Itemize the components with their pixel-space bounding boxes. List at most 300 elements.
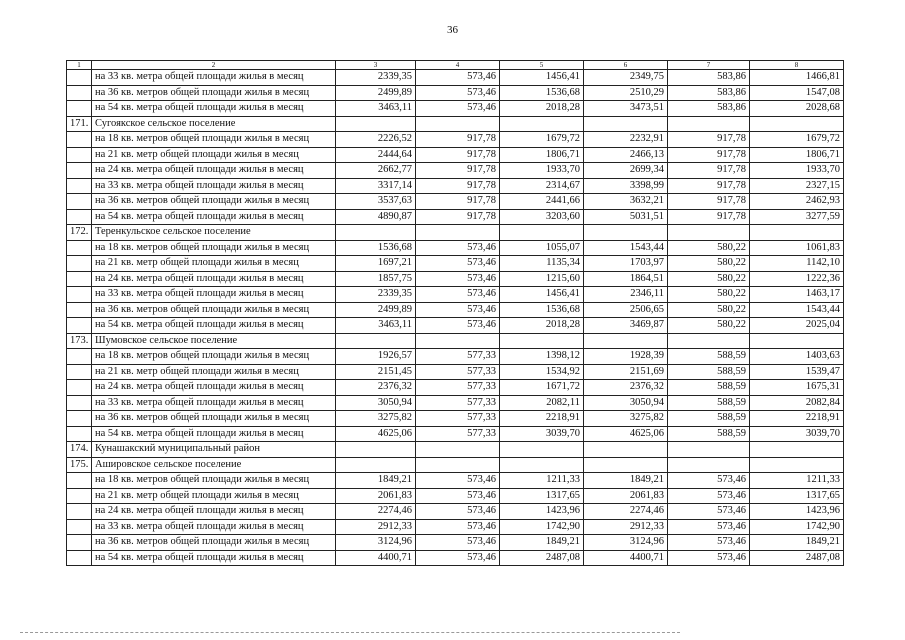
table-row [67,302,844,318]
table-row [67,318,844,334]
empty-cell [668,457,750,473]
value-cell-col3: 2912,33 [336,519,416,535]
value-cell-col7: 917,78 [668,163,750,179]
value-cell-col5: 2218,91 [500,411,584,427]
empty-cell [416,116,500,132]
table-row [67,380,844,396]
value-cell-col3: 3537,63 [336,194,416,210]
section-title: Сугоякское сельское поселение [92,116,336,132]
value-cell-col8: 1933,70 [750,163,844,179]
value-cell-col5: 2487,08 [500,550,584,566]
value-cell-col3: 2499,89 [336,302,416,318]
row-label: на 24 кв. метра общей площади жилья в месяц [92,271,336,287]
value-cell-col6: 4400,71 [584,550,668,566]
value-cell-col3: 3124,96 [336,535,416,551]
empty-cell [416,225,500,241]
value-cell-col8: 1539,47 [750,364,844,380]
column-number-row [67,61,844,70]
value-cell-col5: 1317,65 [500,488,584,504]
row-label: на 18 кв. метров общей площади жилья в месяц [92,132,336,148]
section-row [67,457,844,473]
value-cell-col6: 2699,34 [584,163,668,179]
value-cell-col8: 2082,84 [750,395,844,411]
value-cell-col8: 1317,65 [750,488,844,504]
row-label: на 33 кв. метра общей площади жилья в месяц [92,287,336,303]
empty-index-cell [67,101,92,117]
row-label: на 24 кв. метра общей площади жилья в месяц [92,163,336,179]
value-cell-col4: 573,46 [416,488,500,504]
row-label: на 54 кв. метра общей площади жилья в месяц [92,550,336,566]
value-cell-col7: 588,59 [668,411,750,427]
value-cell-col6: 4625,06 [584,426,668,442]
empty-index-cell [67,178,92,194]
section-index: 175. [67,457,92,473]
value-cell-col5: 1536,68 [500,85,584,101]
value-cell-col5: 2018,28 [500,101,584,117]
empty-index-cell [67,70,92,86]
empty-index-cell [67,147,92,163]
value-cell-col6: 3124,96 [584,535,668,551]
value-cell-col6: 2376,32 [584,380,668,396]
value-cell-col7: 573,46 [668,519,750,535]
column-number: 3 [336,61,416,70]
empty-index-cell [67,349,92,365]
value-cell-col3: 1926,57 [336,349,416,365]
value-cell-col4: 573,46 [416,256,500,272]
scan-edge-line [20,632,680,633]
value-cell-col7: 583,86 [668,101,750,117]
value-cell-col6: 2346,11 [584,287,668,303]
row-label: на 33 кв. метра общей площади жилья в месяц [92,70,336,86]
table-row [67,240,844,256]
value-cell-col8: 1466,81 [750,70,844,86]
empty-cell [336,457,416,473]
empty-index-cell [67,364,92,380]
empty-index-cell [67,287,92,303]
value-cell-col6: 1849,21 [584,473,668,489]
column-number: 1 [67,61,92,70]
value-cell-col7: 580,22 [668,271,750,287]
section-index: 173. [67,333,92,349]
empty-cell [416,333,500,349]
section-index: 172. [67,225,92,241]
value-cell-col8: 1211,33 [750,473,844,489]
value-cell-col3: 2339,35 [336,287,416,303]
value-cell-col6: 2506,65 [584,302,668,318]
empty-cell [750,442,844,458]
table-row [67,287,844,303]
value-cell-col7: 580,22 [668,318,750,334]
empty-index-cell [67,550,92,566]
table-row [67,70,844,86]
value-cell-col6: 2349,75 [584,70,668,86]
empty-index-cell [67,473,92,489]
value-cell-col8: 1222,36 [750,271,844,287]
value-cell-col8: 1142,10 [750,256,844,272]
value-cell-col5: 2018,28 [500,318,584,334]
value-cell-col5: 1456,41 [500,287,584,303]
value-cell-col6: 5031,51 [584,209,668,225]
empty-cell [668,333,750,349]
empty-index-cell [67,209,92,225]
value-cell-col8: 2327,15 [750,178,844,194]
value-cell-col6: 2510,29 [584,85,668,101]
table-row [67,550,844,566]
row-label: на 36 кв. метров общей площади жилья в месяц [92,535,336,551]
value-cell-col5: 1849,21 [500,535,584,551]
table-row [67,504,844,520]
empty-index-cell [67,256,92,272]
value-cell-col4: 917,78 [416,147,500,163]
empty-cell [416,457,500,473]
empty-cell [500,442,584,458]
value-cell-col4: 573,46 [416,287,500,303]
section-row [67,333,844,349]
table-row [67,364,844,380]
empty-cell [584,442,668,458]
section-title: Теренкульское сельское поселение [92,225,336,241]
value-cell-col4: 573,46 [416,550,500,566]
row-label: на 33 кв. метра общей площади жилья в месяц [92,395,336,411]
empty-index-cell [67,426,92,442]
value-cell-col5: 2441,66 [500,194,584,210]
value-cell-col3: 2499,89 [336,85,416,101]
column-number: 5 [500,61,584,70]
value-cell-col3: 4890,87 [336,209,416,225]
value-cell-col6: 2274,46 [584,504,668,520]
value-cell-col4: 573,46 [416,240,500,256]
empty-cell [750,116,844,132]
value-cell-col7: 588,59 [668,380,750,396]
row-label: на 54 кв. метра общей площади жилья в месяц [92,318,336,334]
value-cell-col4: 573,46 [416,504,500,520]
value-cell-col4: 917,78 [416,209,500,225]
value-cell-col4: 917,78 [416,178,500,194]
value-cell-col6: 3473,51 [584,101,668,117]
table-row [67,473,844,489]
value-cell-col3: 3275,82 [336,411,416,427]
value-cell-col4: 917,78 [416,163,500,179]
value-cell-col5: 1135,34 [500,256,584,272]
empty-index-cell [67,240,92,256]
value-cell-col4: 573,46 [416,318,500,334]
table-row [67,271,844,287]
value-cell-col8: 1849,21 [750,535,844,551]
value-cell-col4: 573,46 [416,271,500,287]
value-cell-col4: 573,46 [416,473,500,489]
tariff-table [66,60,844,566]
value-cell-col4: 577,33 [416,426,500,442]
section-row [67,442,844,458]
table-row [67,535,844,551]
table-row [67,163,844,179]
empty-index-cell [67,194,92,210]
value-cell-col6: 3469,87 [584,318,668,334]
empty-index-cell [67,519,92,535]
value-cell-col3: 2061,83 [336,488,416,504]
section-row [67,225,844,241]
empty-cell [500,457,584,473]
value-cell-col3: 2151,45 [336,364,416,380]
row-label: на 36 кв. метров общей площади жилья в месяц [92,85,336,101]
empty-cell [750,457,844,473]
empty-index-cell [67,380,92,396]
value-cell-col3: 1536,68 [336,240,416,256]
value-cell-col7: 917,78 [668,209,750,225]
value-cell-col6: 3050,94 [584,395,668,411]
table-row [67,411,844,427]
value-cell-col3: 2274,46 [336,504,416,520]
value-cell-col7: 917,78 [668,178,750,194]
value-cell-col7: 573,46 [668,535,750,551]
value-cell-col7: 588,59 [668,395,750,411]
value-cell-col3: 1697,21 [336,256,416,272]
value-cell-col7: 573,46 [668,473,750,489]
value-cell-col3: 2339,35 [336,70,416,86]
value-cell-col7: 588,59 [668,364,750,380]
value-cell-col8: 1543,44 [750,302,844,318]
value-cell-col6: 2912,33 [584,519,668,535]
value-cell-col4: 577,33 [416,364,500,380]
empty-cell [336,225,416,241]
value-cell-col8: 1547,08 [750,85,844,101]
table-row [67,395,844,411]
value-cell-col4: 573,46 [416,85,500,101]
value-cell-col7: 580,22 [668,287,750,303]
value-cell-col6: 3632,21 [584,194,668,210]
value-cell-col7: 917,78 [668,147,750,163]
row-label: на 18 кв. метров общей площади жилья в месяц [92,240,336,256]
value-cell-col6: 2151,69 [584,364,668,380]
section-title: Кунашакский муниципальный район [92,442,336,458]
row-label: на 24 кв. метра общей площади жилья в месяц [92,504,336,520]
value-cell-col7: 583,86 [668,70,750,86]
value-cell-col3: 2444,64 [336,147,416,163]
value-cell-col7: 583,86 [668,85,750,101]
empty-cell [668,225,750,241]
value-cell-col5: 3203,60 [500,209,584,225]
row-label: на 21 кв. метр общей площади жилья в месяц [92,147,336,163]
value-cell-col5: 3039,70 [500,426,584,442]
value-cell-col8: 1806,71 [750,147,844,163]
empty-cell [500,116,584,132]
value-cell-col8: 1675,31 [750,380,844,396]
empty-cell [584,333,668,349]
table-row [67,101,844,117]
value-cell-col7: 917,78 [668,194,750,210]
value-cell-col6: 3275,82 [584,411,668,427]
value-cell-col5: 1211,33 [500,473,584,489]
value-cell-col5: 1679,72 [500,132,584,148]
section-title: Аширoвское сельское поселение [92,457,336,473]
empty-cell [500,333,584,349]
row-label: на 33 кв. метра общей площади жилья в месяц [92,519,336,535]
value-cell-col3: 3050,94 [336,395,416,411]
section-index: 171. [67,116,92,132]
value-cell-col7: 580,22 [668,256,750,272]
table-row [67,178,844,194]
value-cell-col5: 1215,60 [500,271,584,287]
value-cell-col4: 573,46 [416,535,500,551]
row-label: на 36 кв. метров общей площади жилья в месяц [92,194,336,210]
value-cell-col4: 573,46 [416,302,500,318]
value-cell-col5: 2082,11 [500,395,584,411]
table-row [67,488,844,504]
value-cell-col4: 577,33 [416,411,500,427]
empty-index-cell [67,85,92,101]
row-label: на 24 кв. метра общей площади жилья в месяц [92,380,336,396]
table-row [67,519,844,535]
page-number: 36 [447,24,458,36]
empty-index-cell [67,132,92,148]
value-cell-col8: 2218,91 [750,411,844,427]
column-number: 7 [668,61,750,70]
value-cell-col8: 2487,08 [750,550,844,566]
empty-cell [584,225,668,241]
value-cell-col7: 588,59 [668,426,750,442]
empty-index-cell [67,271,92,287]
empty-index-cell [67,535,92,551]
value-cell-col5: 1055,07 [500,240,584,256]
value-cell-col6: 2061,83 [584,488,668,504]
value-cell-col3: 2662,77 [336,163,416,179]
value-cell-col8: 2025,04 [750,318,844,334]
value-cell-col8: 3277,59 [750,209,844,225]
value-cell-col3: 2376,32 [336,380,416,396]
empty-cell [668,116,750,132]
row-label: на 21 кв. метр общей площади жилья в месяц [92,364,336,380]
row-label: на 36 кв. метров общей площади жилья в месяц [92,302,336,318]
empty-index-cell [67,411,92,427]
value-cell-col7: 588,59 [668,349,750,365]
table-row [67,132,844,148]
table-body [67,70,844,566]
table-row [67,256,844,272]
row-label: на 54 кв. метра общей площади жилья в месяц [92,101,336,117]
value-cell-col6: 1703,97 [584,256,668,272]
value-cell-col5: 1534,92 [500,364,584,380]
section-title: Шумовское сельское поселение [92,333,336,349]
row-label: на 18 кв. метров общей площади жилья в месяц [92,349,336,365]
section-row [67,116,844,132]
empty-cell [500,225,584,241]
value-cell-col5: 1398,12 [500,349,584,365]
table-row [67,147,844,163]
row-label: на 33 кв. метра общей площади жилья в месяц [92,178,336,194]
value-cell-col8: 1679,72 [750,132,844,148]
value-cell-col5: 1742,90 [500,519,584,535]
column-number: 8 [750,61,844,70]
value-cell-col5: 1806,71 [500,147,584,163]
empty-cell [336,116,416,132]
value-cell-col3: 3463,11 [336,318,416,334]
value-cell-col8: 2028,68 [750,101,844,117]
value-cell-col3: 3463,11 [336,101,416,117]
value-cell-col4: 573,46 [416,519,500,535]
table-row [67,349,844,365]
value-cell-col3: 1857,75 [336,271,416,287]
empty-cell [750,333,844,349]
value-cell-col6: 1543,44 [584,240,668,256]
value-cell-col6: 1928,39 [584,349,668,365]
value-cell-col5: 1933,70 [500,163,584,179]
value-cell-col8: 1423,96 [750,504,844,520]
value-cell-col8: 1463,17 [750,287,844,303]
value-cell-col8: 2462,93 [750,194,844,210]
value-cell-col4: 573,46 [416,101,500,117]
column-number: 2 [92,61,336,70]
row-label: на 54 кв. метра общей площади жилья в месяц [92,209,336,225]
value-cell-col3: 1849,21 [336,473,416,489]
empty-cell [584,116,668,132]
row-label: на 54 кв. метра общей площади жилья в месяц [92,426,336,442]
table-row [67,85,844,101]
value-cell-col5: 1423,96 [500,504,584,520]
value-cell-col8: 1403,63 [750,349,844,365]
value-cell-col6: 3398,99 [584,178,668,194]
empty-cell [416,442,500,458]
section-index: 174. [67,442,92,458]
value-cell-col3: 4625,06 [336,426,416,442]
value-cell-col5: 1456,41 [500,70,584,86]
empty-cell [584,457,668,473]
value-cell-col4: 917,78 [416,132,500,148]
value-cell-col3: 4400,71 [336,550,416,566]
table-row [67,209,844,225]
value-cell-col8: 3039,70 [750,426,844,442]
empty-cell [668,442,750,458]
value-cell-col3: 3317,14 [336,178,416,194]
value-cell-col6: 2232,91 [584,132,668,148]
value-cell-col8: 1061,83 [750,240,844,256]
value-cell-col5: 1671,72 [500,380,584,396]
value-cell-col7: 573,46 [668,550,750,566]
value-cell-col5: 2314,67 [500,178,584,194]
column-number: 4 [416,61,500,70]
table-row [67,426,844,442]
value-cell-col7: 580,22 [668,302,750,318]
row-label: на 18 кв. метров общей площади жилья в месяц [92,473,336,489]
value-cell-col4: 577,33 [416,380,500,396]
empty-cell [336,333,416,349]
row-label: на 21 кв. метр общей площади жилья в месяц [92,256,336,272]
empty-index-cell [67,318,92,334]
row-label: на 21 кв. метр общей площади жилья в месяц [92,488,336,504]
empty-index-cell [67,395,92,411]
value-cell-col4: 573,46 [416,70,500,86]
value-cell-col4: 577,33 [416,395,500,411]
value-cell-col5: 1536,68 [500,302,584,318]
row-label: на 36 кв. метров общей площади жилья в месяц [92,411,336,427]
empty-index-cell [67,488,92,504]
value-cell-col6: 1864,51 [584,271,668,287]
value-cell-col7: 573,46 [668,504,750,520]
value-cell-col6: 2466,13 [584,147,668,163]
value-cell-col4: 577,33 [416,349,500,365]
value-cell-col4: 917,78 [416,194,500,210]
table-row [67,194,844,210]
value-cell-col7: 917,78 [668,132,750,148]
empty-cell [750,225,844,241]
value-cell-col7: 580,22 [668,240,750,256]
empty-cell [336,442,416,458]
value-cell-col3: 2226,52 [336,132,416,148]
value-cell-col7: 573,46 [668,488,750,504]
column-number: 6 [584,61,668,70]
empty-index-cell [67,163,92,179]
value-cell-col8: 1742,90 [750,519,844,535]
empty-index-cell [67,504,92,520]
